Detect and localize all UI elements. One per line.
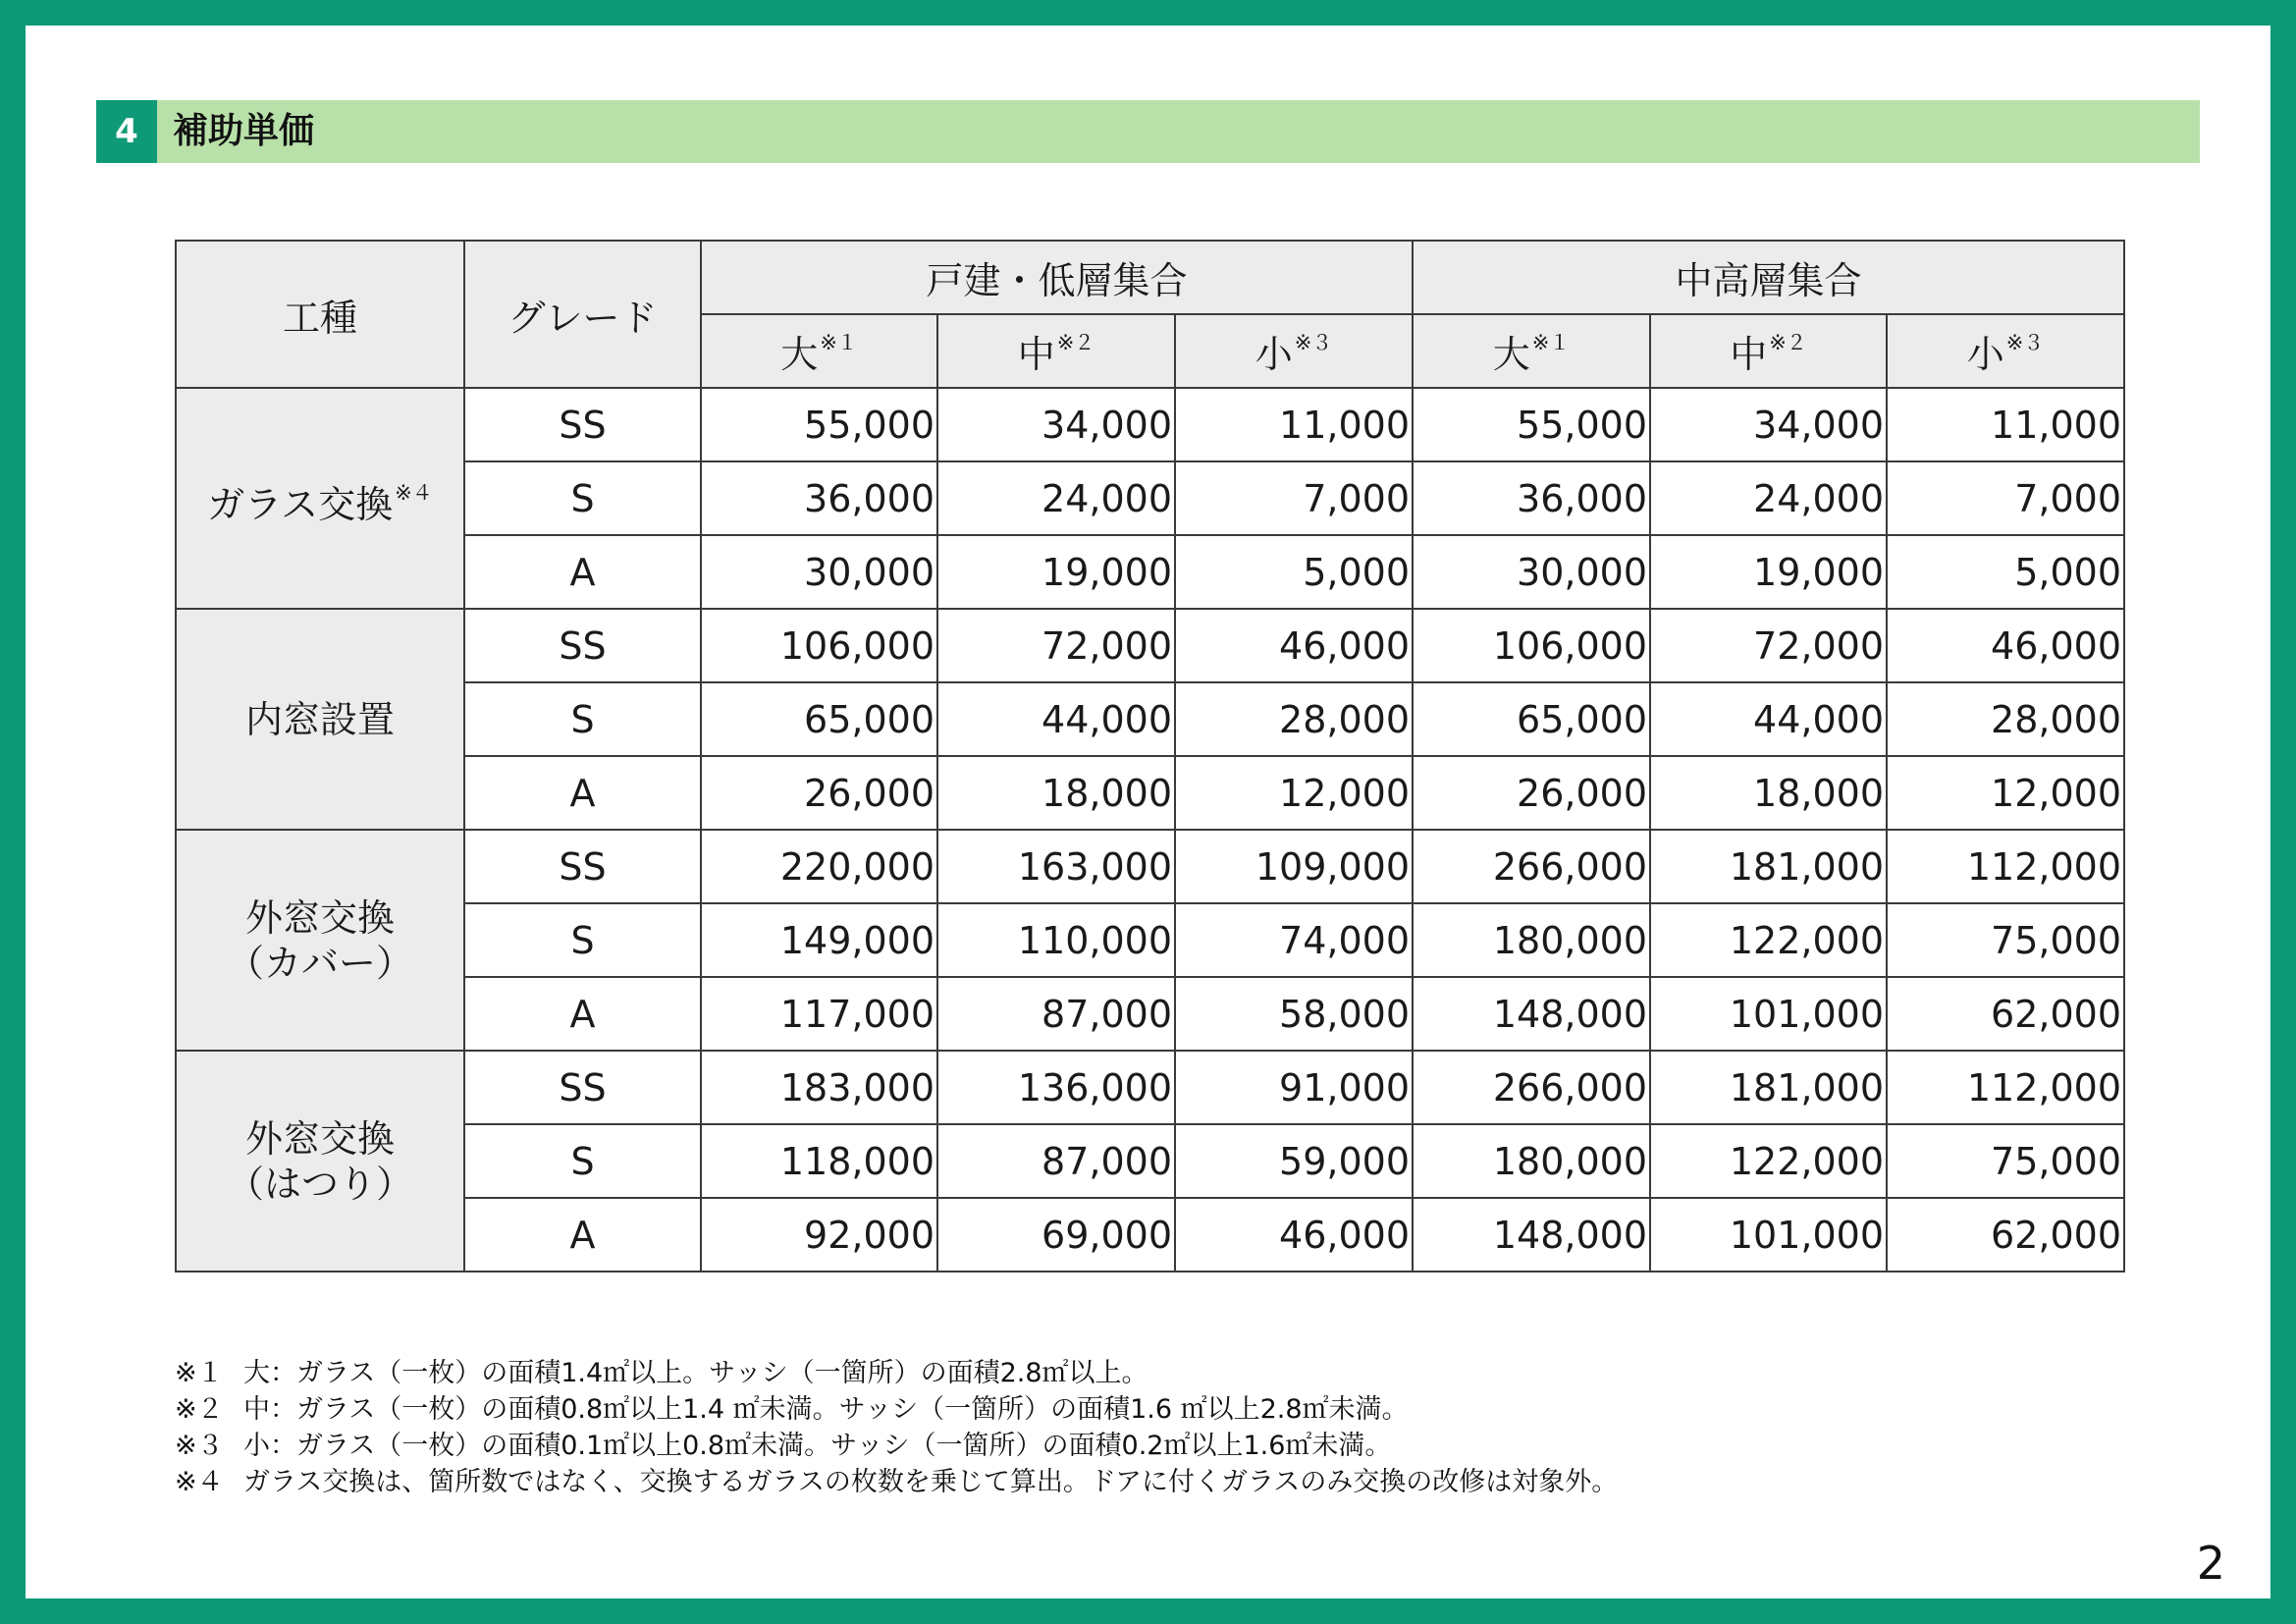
table-row bbox=[176, 535, 2124, 609]
price-cell: 58,000 bbox=[1175, 977, 1413, 1051]
grade-cell: S bbox=[464, 1124, 701, 1198]
price-cell: 75,000 bbox=[1887, 903, 2124, 977]
price-cell: 101,000 bbox=[1650, 1198, 1887, 1272]
table-row bbox=[176, 903, 2124, 977]
price-cell: 112,000 bbox=[1887, 830, 2124, 903]
size-footnote-mark: ※１ bbox=[820, 331, 858, 354]
footnote-line bbox=[175, 1391, 1618, 1428]
footnote-text: ガラス交換は、箇所数ではなく、交換するガラスの枚数を乗じて算出。ドアに付くガラスのみ交換の改修は対象外。 bbox=[243, 1467, 1619, 1497]
price-cell: 18,000 bbox=[937, 756, 1175, 830]
table-row bbox=[176, 1051, 2124, 1124]
table-row bbox=[176, 461, 2124, 535]
price-cell: 28,000 bbox=[1175, 682, 1413, 756]
price-cell: 109,000 bbox=[1175, 830, 1413, 903]
table-row bbox=[176, 977, 2124, 1051]
price-cell: 7,000 bbox=[1887, 461, 2124, 535]
price-cell: 181,000 bbox=[1650, 830, 1887, 903]
price-cell: 91,000 bbox=[1175, 1051, 1413, 1124]
price-cell: 36,000 bbox=[701, 461, 937, 535]
page-number: 2 bbox=[2196, 1537, 2225, 1590]
table-row bbox=[176, 609, 2124, 682]
section-header bbox=[96, 100, 2200, 163]
header-row-groups bbox=[176, 241, 2124, 314]
table-row bbox=[176, 388, 2124, 461]
size-footnote-mark: ※２ bbox=[1769, 331, 1807, 354]
footnotes bbox=[175, 1355, 1618, 1500]
footnote-mark: ※２ bbox=[175, 1394, 224, 1425]
work-type-line1: ガラス交換 bbox=[207, 482, 394, 526]
price-cell: 30,000 bbox=[1413, 535, 1650, 609]
section-title: 補助単価 bbox=[173, 111, 315, 151]
grade-cell: A bbox=[464, 977, 701, 1051]
price-cell: 46,000 bbox=[1175, 609, 1413, 682]
price-cell: 183,000 bbox=[701, 1051, 937, 1124]
size-footnote-mark: ※３ bbox=[1294, 331, 1333, 354]
footnote-line bbox=[175, 1428, 1618, 1464]
grade-cell: S bbox=[464, 682, 701, 756]
work-type-cell bbox=[176, 830, 464, 1051]
header-size bbox=[1413, 314, 1650, 388]
header-group-midrise: 中高層集合 bbox=[1413, 241, 2124, 314]
price-cell: 26,000 bbox=[701, 756, 937, 830]
footnote-mark: ※１ bbox=[175, 1358, 224, 1388]
price-cell: 34,000 bbox=[1650, 388, 1887, 461]
price-cell: 65,000 bbox=[1413, 682, 1650, 756]
grade-cell: SS bbox=[464, 388, 701, 461]
price-cell: 149,000 bbox=[701, 903, 937, 977]
table-row bbox=[176, 682, 2124, 756]
header-size bbox=[1650, 314, 1887, 388]
work-type-cell bbox=[176, 388, 464, 609]
price-cell: 44,000 bbox=[1650, 682, 1887, 756]
price-cell: 62,000 bbox=[1887, 977, 2124, 1051]
size-label: 小 bbox=[1255, 333, 1293, 376]
table-body bbox=[176, 388, 2124, 1272]
price-cell: 148,000 bbox=[1413, 977, 1650, 1051]
price-cell: 36,000 bbox=[1413, 461, 1650, 535]
footnote-text: 小：ガラス（一枚）の面積0.1㎡以上0.8㎡未満。サッシ（一箇所）の面積0.2㎡以上1.6㎡未満。 bbox=[243, 1431, 1392, 1461]
price-cell: 220,000 bbox=[701, 830, 937, 903]
grade-cell: A bbox=[464, 1198, 701, 1272]
price-cell: 5,000 bbox=[1175, 535, 1413, 609]
price-cell: 92,000 bbox=[701, 1198, 937, 1272]
price-cell: 106,000 bbox=[1413, 609, 1650, 682]
price-cell: 112,000 bbox=[1887, 1051, 2124, 1124]
grade-cell: SS bbox=[464, 830, 701, 903]
grade-cell: SS bbox=[464, 609, 701, 682]
price-cell: 19,000 bbox=[1650, 535, 1887, 609]
price-cell: 62,000 bbox=[1887, 1198, 2124, 1272]
work-type-line1: 内窓設置 bbox=[244, 697, 395, 741]
price-cell: 72,000 bbox=[937, 609, 1175, 682]
price-cell: 117,000 bbox=[701, 977, 937, 1051]
price-cell: 24,000 bbox=[937, 461, 1175, 535]
footnote-text: 中：ガラス（一枚）の面積0.8㎡以上1.4 ㎡未満。サッシ（一箇所）の面積1.6 ㎡以上2.8㎡未満。 bbox=[243, 1394, 1409, 1425]
price-cell: 266,000 bbox=[1413, 830, 1650, 903]
work-type-footnote-mark: ※４ bbox=[395, 480, 433, 505]
footnote-line bbox=[175, 1355, 1618, 1391]
price-cell: 59,000 bbox=[1175, 1124, 1413, 1198]
size-label: 大 bbox=[1492, 333, 1530, 376]
price-cell: 118,000 bbox=[701, 1124, 937, 1198]
work-type-line2: （はつり） bbox=[226, 1162, 413, 1206]
price-cell: 46,000 bbox=[1887, 609, 2124, 682]
header-size bbox=[1175, 314, 1413, 388]
size-label: 大 bbox=[780, 333, 819, 376]
grade-cell: SS bbox=[464, 1051, 701, 1124]
size-footnote-mark: ※２ bbox=[1056, 331, 1095, 354]
section-number: 4 bbox=[96, 100, 157, 163]
price-cell: 122,000 bbox=[1650, 1124, 1887, 1198]
work-type-cell bbox=[176, 609, 464, 830]
size-footnote-mark: ※３ bbox=[2005, 331, 2045, 354]
price-cell: 34,000 bbox=[937, 388, 1175, 461]
work-type-line1: 外窓交換 bbox=[244, 895, 395, 940]
price-cell: 55,000 bbox=[701, 388, 937, 461]
price-cell: 7,000 bbox=[1175, 461, 1413, 535]
size-label: 中 bbox=[1017, 333, 1055, 376]
header-size bbox=[701, 314, 937, 388]
price-cell: 87,000 bbox=[937, 1124, 1175, 1198]
size-footnote-mark: ※１ bbox=[1531, 331, 1571, 354]
work-type-cell bbox=[176, 1051, 464, 1272]
table-row bbox=[176, 756, 2124, 830]
subsidy-table bbox=[175, 240, 2125, 1272]
grade-cell: S bbox=[464, 903, 701, 977]
footnote-mark: ※４ bbox=[175, 1467, 224, 1497]
price-cell: 110,000 bbox=[937, 903, 1175, 977]
size-label: 中 bbox=[1730, 333, 1768, 376]
price-cell: 44,000 bbox=[937, 682, 1175, 756]
price-cell: 101,000 bbox=[1650, 977, 1887, 1051]
price-cell: 87,000 bbox=[937, 977, 1175, 1051]
price-cell: 136,000 bbox=[937, 1051, 1175, 1124]
price-cell: 18,000 bbox=[1650, 756, 1887, 830]
grade-cell: A bbox=[464, 535, 701, 609]
price-cell: 11,000 bbox=[1887, 388, 2124, 461]
price-cell: 72,000 bbox=[1650, 609, 1887, 682]
price-cell: 24,000 bbox=[1650, 461, 1887, 535]
header-group-detached: 戸建・低層集合 bbox=[701, 241, 1413, 314]
price-cell: 122,000 bbox=[1650, 903, 1887, 977]
price-cell: 12,000 bbox=[1887, 756, 2124, 830]
price-cell: 11,000 bbox=[1175, 388, 1413, 461]
footnote-mark: ※３ bbox=[175, 1431, 224, 1461]
price-cell: 75,000 bbox=[1887, 1124, 2124, 1198]
table-row bbox=[176, 1124, 2124, 1198]
price-cell: 46,000 bbox=[1175, 1198, 1413, 1272]
price-cell: 74,000 bbox=[1175, 903, 1413, 977]
price-cell: 55,000 bbox=[1413, 388, 1650, 461]
footnote-line bbox=[175, 1464, 1618, 1500]
header-size bbox=[937, 314, 1175, 388]
price-cell: 106,000 bbox=[701, 609, 937, 682]
header-size bbox=[1887, 314, 2124, 388]
price-cell: 180,000 bbox=[1413, 903, 1650, 977]
price-cell: 12,000 bbox=[1175, 756, 1413, 830]
header-grade: グレード bbox=[464, 241, 701, 388]
price-cell: 19,000 bbox=[937, 535, 1175, 609]
price-cell: 266,000 bbox=[1413, 1051, 1650, 1124]
price-cell: 5,000 bbox=[1887, 535, 2124, 609]
footnote-text: 大：ガラス（一枚）の面積1.4㎡以上。サッシ（一箇所）の面積2.8㎡以上。 bbox=[243, 1358, 1148, 1388]
work-type-line1: 外窓交換 bbox=[244, 1116, 395, 1161]
table-row bbox=[176, 1198, 2124, 1272]
grade-cell: A bbox=[464, 756, 701, 830]
price-cell: 65,000 bbox=[701, 682, 937, 756]
price-cell: 181,000 bbox=[1650, 1051, 1887, 1124]
price-cell: 69,000 bbox=[937, 1198, 1175, 1272]
price-cell: 148,000 bbox=[1413, 1198, 1650, 1272]
table-row bbox=[176, 830, 2124, 903]
price-cell: 26,000 bbox=[1413, 756, 1650, 830]
work-type-line2: （カバー） bbox=[226, 941, 413, 985]
price-cell: 28,000 bbox=[1887, 682, 2124, 756]
price-cell: 30,000 bbox=[701, 535, 937, 609]
grade-cell: S bbox=[464, 461, 701, 535]
price-cell: 180,000 bbox=[1413, 1124, 1650, 1198]
header-work-type: 工種 bbox=[176, 241, 464, 388]
price-cell: 163,000 bbox=[937, 830, 1175, 903]
size-label: 小 bbox=[1966, 333, 2004, 376]
